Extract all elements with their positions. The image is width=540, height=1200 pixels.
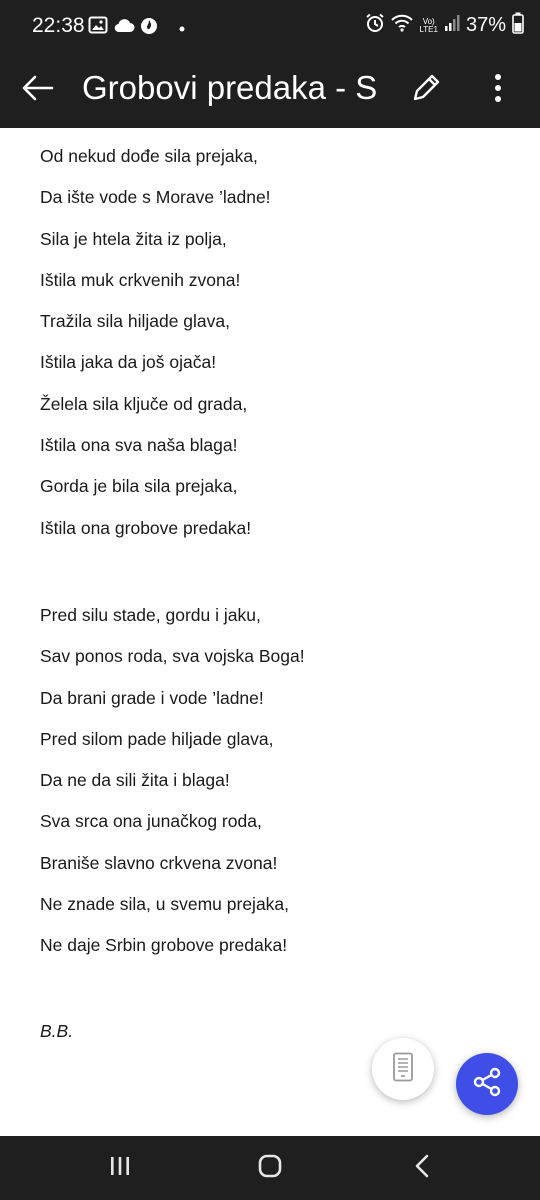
edit-button[interactable] bbox=[402, 66, 450, 114]
status-notification-icons bbox=[88, 15, 185, 40]
gallery-icon bbox=[88, 16, 108, 39]
poem-line: Pred silom pade hiljade glava, bbox=[40, 728, 274, 749]
volte-label: Vo) bbox=[422, 16, 435, 26]
status-system-icons bbox=[365, 12, 524, 39]
poem-line: Braniše slavno crkvena zvona! bbox=[40, 852, 278, 873]
top-bar bbox=[0, 0, 540, 128]
poem-line: Ne daje Srbin grobove predaka! bbox=[40, 935, 288, 956]
cloud-icon bbox=[113, 17, 135, 38]
poem-line: Ištila muk crkvenih zvona! bbox=[40, 269, 241, 290]
battery-icon bbox=[512, 12, 524, 39]
poem-line: Sav ponos roda, sva vojska Boga! bbox=[40, 646, 305, 667]
back-icon bbox=[414, 1154, 430, 1183]
more-vertical-icon bbox=[494, 73, 502, 108]
document-title: Grobovi predaka - S bbox=[82, 69, 378, 106]
poem-line: Da ište vode s Morave ’ladne! bbox=[40, 187, 271, 208]
status-time: 22:38 bbox=[32, 14, 85, 37]
home-button[interactable] bbox=[240, 1144, 300, 1192]
back-button[interactable] bbox=[14, 66, 62, 114]
home-icon bbox=[258, 1154, 282, 1183]
lte-label: LTE1 bbox=[419, 24, 438, 34]
navigation-bar bbox=[0, 1136, 540, 1200]
wifi-icon bbox=[391, 14, 413, 37]
document-view-icon bbox=[392, 1052, 414, 1087]
stanza-1 bbox=[40, 136, 271, 549]
nav-back-button[interactable] bbox=[392, 1144, 452, 1192]
flame-icon bbox=[140, 15, 158, 40]
recent-apps-icon bbox=[109, 1156, 131, 1181]
pencil-icon bbox=[410, 72, 442, 109]
battery-percent: 37% bbox=[465, 14, 506, 36]
signal-icon bbox=[444, 14, 460, 37]
share-button[interactable] bbox=[456, 1053, 518, 1115]
poem-line: Želela sila ključe od grada, bbox=[40, 393, 248, 414]
poem-line: Sila je htela žita iz polja, bbox=[40, 228, 227, 249]
volte-lte-icon bbox=[419, 18, 438, 34]
poem-line: Tražila sila hiljade glava, bbox=[40, 311, 230, 332]
status-bar bbox=[0, 0, 540, 52]
alarm-icon bbox=[365, 13, 385, 38]
poem-line: Ištila ona sva naša blaga! bbox=[40, 435, 238, 456]
poem-line: Ištila jaka da još ojača! bbox=[40, 352, 217, 373]
poem-line: Od nekud dođe sila prejaka, bbox=[40, 146, 258, 166]
recent-apps-button[interactable] bbox=[90, 1144, 150, 1192]
poem-line: Sva srca ona junačkog roda, bbox=[40, 811, 262, 832]
poem-line: Ištila ona grobove predaka! bbox=[40, 517, 252, 538]
reading-view-button[interactable] bbox=[372, 1038, 434, 1100]
app-bar bbox=[0, 52, 540, 128]
poem-line: Ne znade sila, u svemu prejaka, bbox=[40, 894, 290, 915]
poem-line: Gorda je bila sila prejaka, bbox=[40, 476, 238, 497]
poem-line: Da brani grade i vode ’ladne! bbox=[40, 687, 264, 708]
share-icon bbox=[471, 1066, 503, 1103]
arrow-left-icon bbox=[22, 75, 54, 106]
document-body[interactable] bbox=[0, 128, 540, 1136]
stanza-2 bbox=[40, 595, 305, 967]
poem-line: Da ne da sili žita i blaga! bbox=[40, 770, 230, 791]
more-options-button[interactable] bbox=[476, 66, 520, 114]
signature: B.B. bbox=[40, 1021, 74, 1041]
poem-line: Pred silu stade, gordu i jaku, bbox=[40, 605, 261, 625]
dot-icon bbox=[179, 19, 185, 37]
